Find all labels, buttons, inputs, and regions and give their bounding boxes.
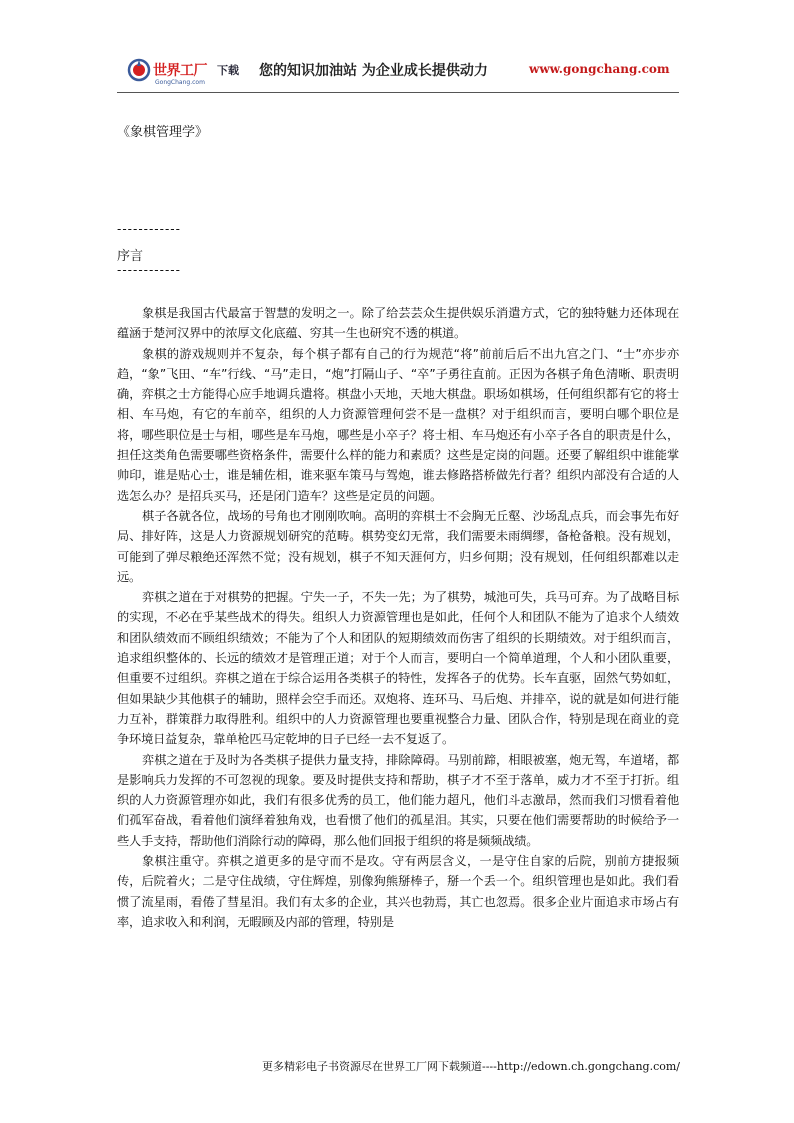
section-heading-preface: 序言 — [117, 249, 144, 264]
page-header — [117, 52, 679, 93]
separator-bottom: ------------ — [117, 263, 181, 277]
header-slogan: 您的知识加油站 为企业成长提供动力 — [259, 63, 488, 79]
gongchang-logo-icon — [127, 58, 151, 82]
paragraph: 弈棋之道在于对棋势的把握。宁失一子，不失一先；为了棋势，城池可失，兵马可弃。为了战略目标的实现，不必在乎某些战术的得失。组织人力资源管理也是如此，任何个人和团队不能为了追求个人绩效和团队绩效而不顾组织绩效；不能为了个人和团队的短期绩效而伤害了组织的长期绩效。对于组织而言，追求组织整体的、长远的绩效才是管理正道；对于个人而言，要明白一个简单道理，个人和小团队重要，但重要不过组织。弈棋之道在于综合运用各类棋子的特性，发挥各子的优势。长车直驱，固然气势如虹，但如果缺少其他棋子的辅助，照样会空手而还。双炮将、连环马、马后炮、并排卒，说的就是如何进行能力互补，群策群力取得胜利。组织中的人力资源管理也要重视整合力量、团队合作，特别是现在商业的竞争环境日益复杂，靠单枪匹马定乾坤的日子已经一去不复返了。 — [117, 590, 679, 747]
book-title: 《象棋管理学》 — [117, 125, 209, 140]
download-label: 下载 — [217, 64, 239, 77]
header-site-link[interactable]: www.gongchang.com — [529, 62, 670, 76]
paragraph: 象棋的游戏规则并不复杂，每个棋子都有自己的行为规范“将”前前后后不出九宫之门、“士”亦步亦趋，“象”飞田、“车”行线、“马”走日，“炮”打隔山子、“卒”子勇往直前。正因为各棋子角色清晰、职责明确，弈棋之士方能得心应手地调兵遣将。棋盘小天地，天地大棋盘。职场如棋场，任何组织都有它的将士相、车马炮，有它的车前卒，组织的人力资源管理何尝不是一盘棋？对于组织而言，要明白哪个职位是将，哪些职位是士与相，哪些是车马炮，哪些是小卒子？将士相、车马炮还有小卒子各自的职责是什么，担任这类角色需要哪些资格条件，需要什么样的能力和素质？这些是定岗的问题。还要了解组织中谁能掌帅印，谁是贴心士，谁是辅佐相，谁来驱车策马与驾炮，谁去修路搭桥做先行者？组织内部没有合适的人选怎么办？是招兵买马，还是闭门造车？这些是定员的问题。 — [117, 346, 679, 503]
paragraph: 弈棋之道在于及时为各类棋子提供力量支持，排除障碍。马别前蹄，相眼被塞，炮无驾，车道堵，都是影响兵力发挥的不可忽视的现象。要及时提供支持和帮助，棋子才不至于落单，威力才不至于打折。组织的人力资源管理亦如此，我们有很多优秀的员工，他们能力超凡，他们斗志激昂，然而我们习惯看着他们孤军奋战，看着他们演绎着独角戏，也看惯了他们的孤星泪。其实，只要在他们需要帮助的时候给予一些人手支持，帮助他们消除行动的障碍，那么他们回报于组织的将是频频战绩。 — [117, 752, 679, 848]
paragraph: 棋子各就各位，战场的号角也才刚刚吹响。高明的弈棋士不会胸无丘壑、沙场乱点兵，而会事先布好局、排好阵，这是人力资源规划研究的范畴。棋势变幻无常，我们需要未雨绸缪，备枪备粮。没有规划，可能到了弹尽粮绝还浑然不觉；没有规划，棋子不知天涯何方，归乡何期；没有规划，任何组织都难以走远。 — [117, 508, 679, 584]
logo-domain: GongChang.com — [155, 79, 205, 86]
body-text — [117, 303, 679, 932]
logo-text: 世界工厂 — [153, 63, 207, 79]
page-footer-link[interactable]: 更多精彩电子书资源尽在世界工厂网下载频道----http://edown.ch.gongchang.com/ — [262, 1060, 680, 1073]
separator-top: ------------ — [117, 222, 181, 236]
paragraph: 象棋是我国古代最富于智慧的发明之一。除了给芸芸众生提供娱乐消遣方式，它的独特魅力还体现在蕴涵于楚河汉界中的浓厚文化底蕴、穷其一生也研究不透的棋道。 — [117, 306, 679, 341]
paragraph: 象棋注重守。弈棋之道更多的是守而不是攻。守有两层含义，一是守住自家的后院，别前方捷报频传，后院着火；二是守住战绩，守住辉煌，别像狗熊掰棒子，掰一个丢一个。组织管理也是如此。我们看惯了流星雨，看倦了彗星泪。我们有太多的企业，其兴也勃焉，其亡也忽焉。很多企业片面追求市场占有率，追求收入和利润，无暇顾及内部的管理，特别是 — [117, 854, 679, 929]
